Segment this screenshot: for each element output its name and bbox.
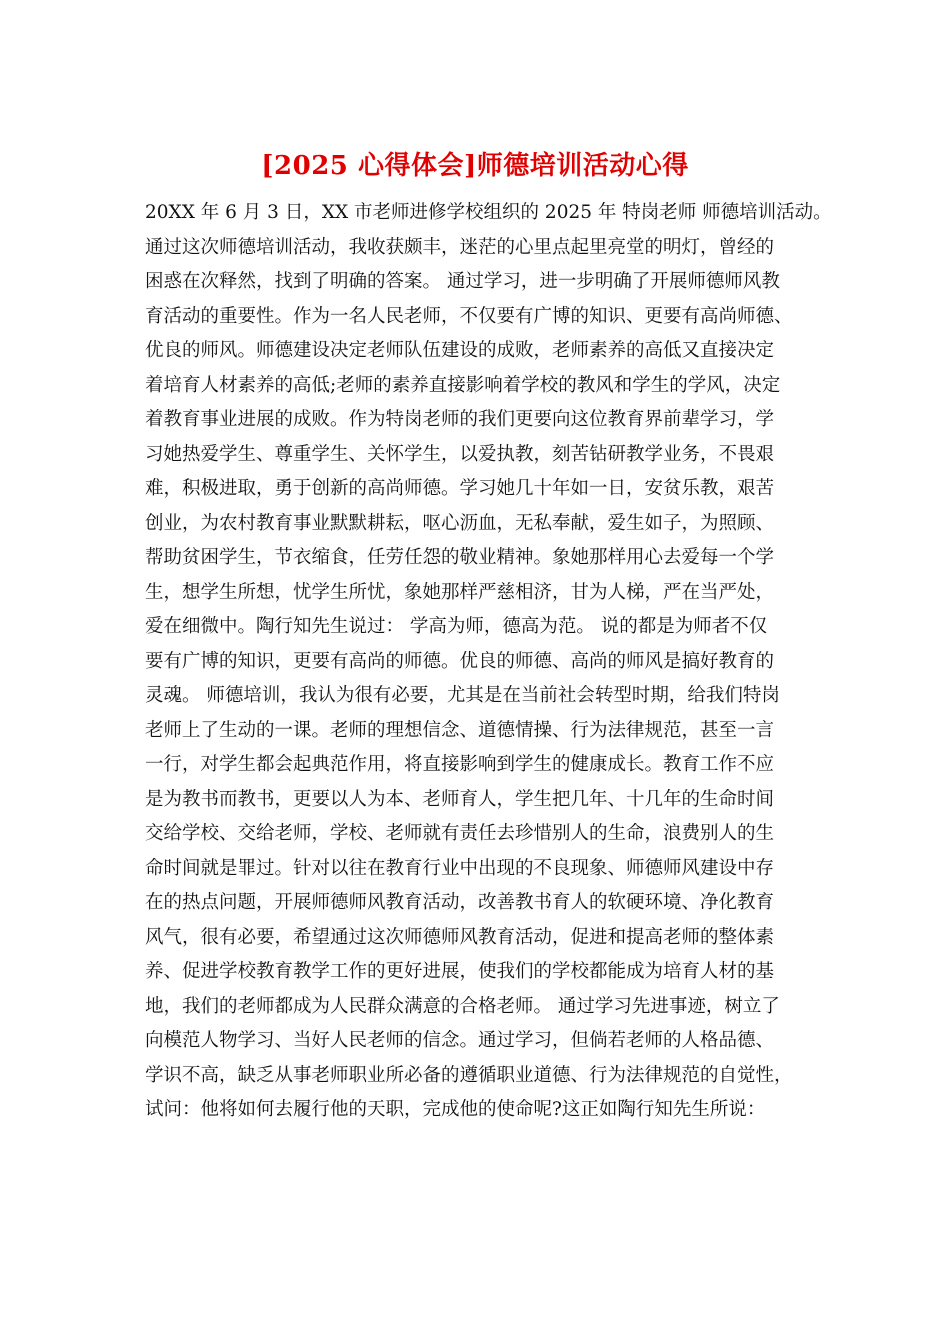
body-line: 通过这次师德培训活动，我收获颇丰，迷茫的心里点起里亮堂的明灯，曾经的 xyxy=(145,236,775,258)
body-line: 试问：他将如何去履行他的天职，完成他的使命呢?这正如陶行知先生所说： xyxy=(145,1099,766,1120)
body-line: 帮助贫困学生，节衣缩食，任劳任怨的敬业精神。象她那样用心去爱每一个学 xyxy=(145,547,775,568)
body-line: 在的热点问题，开展师德师风教育活动，改善教书育人的软硬环境、净化教育 xyxy=(145,892,775,913)
body-line: 命时间就是罪过。针对以往在教育行业中出现的不良现象、师德师风建设中存 xyxy=(145,857,775,879)
document-title: [2025 心得体会]师德培训活动心得 xyxy=(261,151,689,181)
body-line: 困惑在次释然，找到了明确的答案。 通过学习，进一步明确了开展师德师风教 xyxy=(145,271,780,292)
body-line: 习她热爱学生、尊重学生、关怀学生，以爱执教，刻苦钻研教学业务，不畏艰 xyxy=(145,443,775,465)
body-line: 爱在细微中。陶行知先生说过： 学高为师，德高为范。 说的都是为师者不仅 xyxy=(145,616,768,637)
body-line: 风气，很有必要，希望通过这次师德师风教育活动，促进和提高老师的整体素 xyxy=(145,926,775,948)
body-line: 老师上了生动的一课。老师的理想信念、道德情操、行为法律规范，甚至一言 xyxy=(145,719,775,741)
body-line: 育活动的重要性。作为一名人民老师，不仅要有广博的知识、更要有高尚师德、 xyxy=(145,305,793,327)
body-line: 一行，对学生都会起典范作用，将直接影响到学生的健康成长。教育工作不应 xyxy=(145,754,775,775)
body-line: 交给学校、交给老师，学校、老师就有责任去珍惜别人的生命，浪费别人的生 xyxy=(145,823,775,844)
body-line: 要有广博的知识，更要有高尚的师德。优良的师德、高尚的师风是搞好教育的 xyxy=(145,650,775,672)
body-line: 难，积极进取，勇于创新的高尚师德。学习她几十年如一日，安贫乐教，艰苦 xyxy=(145,478,775,499)
body-line: 学识不高，缺乏从事老师职业所必备的遵循职业道德、行为法律规范的自觉性， xyxy=(145,1064,793,1086)
body-line: 着教育事业进展的成败。作为特岗老师的我们更要向这位教育界前辈学习，学 xyxy=(145,409,775,430)
body-line: 灵魂。 师德培训，我认为很有必要，尤其是在当前社会转型时期，给我们特岗 xyxy=(145,685,780,706)
body-line: 着培育人材素养的高低;老师的素养直接影响着学校的教风和学生的学风，决定 xyxy=(145,374,781,396)
body-line: 优良的师风。师德建设决定老师队伍建设的成败，老师素养的高低又直接决定 xyxy=(145,340,775,361)
body-line: 创业，为农村教育事业默默耕耘，呕心沥血，无私奉献，爱生如子，为照顾、 xyxy=(145,512,775,534)
body-line: 养、促进学校教育教学工作的更好进展，使我们的学校都能成为培育人材的基 xyxy=(145,961,775,982)
body-line: 20XX 年 6 月 3 日，XX 市老师进修学校组织的 2025 年 特岗老师 师德培训活动。 xyxy=(145,202,832,223)
body-line: 向模范人物学习、当好人民老师的信念。通过学习，但倘若老师的人格品德、 xyxy=(145,1030,775,1051)
document-body xyxy=(145,196,832,1128)
body-line: 地，我们的老师都成为人民群众满意的合格老师。 通过学习先进事迹，树立了 xyxy=(145,995,780,1017)
body-line: 是为教书而教书，更要以人为本、老师育人，学生把几年、十几年的生命时间 xyxy=(145,788,775,810)
body-line: 生，想学生所想，忧学生所忧，象她那样严慈相济，甘为人梯，严在当严处， xyxy=(145,581,775,603)
